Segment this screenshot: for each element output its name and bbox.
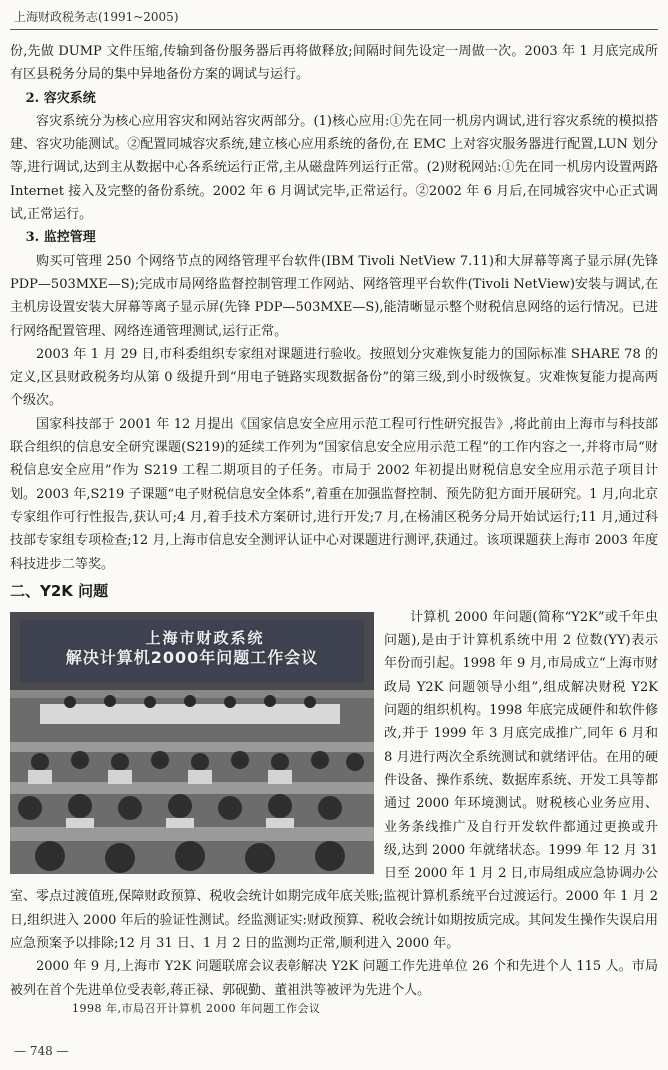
figure bbox=[10, 612, 374, 874]
paragraph: 购买可管理 250 个网络节点的网络管理平台软件(IBM Tivoli NetView 7.11)和大屏幕等离子显示屏(先锋 PDP—503MXE—S);完成市局网络监督控制管理工作网站、网络管理平台软件(Tivoli NetView)安装与调试,在主机房设置安装大屏幕等离子显示屏(先锋 PDP—503MXE—S),能清晰显示整个财税信息网络的运行情况。已进行网络配置管理、网络连通管理测试,运行正常。 bbox=[10, 253, 658, 339]
section-heading: 二、Y2K 问题 bbox=[10, 581, 109, 600]
paragraph-text: 计算机 2000 年问题(简称“Y2K”或千年虫问题),是由于计算机系统中用 2 位数(YY)表示年份而引起。1998 年 9 月,市局成立“上海市财政局 Y2K 问题领导小组”,组成解决财税 Y2K 问题的组织机构。1998 年底完成硬件和软件修改,并于 1999 年 3 月底完成推广,同年 6 月和 8 月进行两次全系统测试和就绪评估。在用的硬件设备、操作系统、数据库系统、开发工具等都通过 2000 年环境测试。财税核心业务应用、业务条线推广及自行开发软件都通过更换或升级,达到 2000 年就绪状态。1999 年 12 月 31 日至 2000 年 1 月 2 日,市局组成应急协调办公室、零点过渡值班,保障财政预算、税收会统计如期完成年底关账;监视计算机系统平台过渡运行。2000 年 1 月 2 日,组织进入 2000 年后的验证性测试。经监测证实:财政预算、税收会统计如期按质完成。其间发生操作失误启用应急预案予以排除;12 月 31 日、1 月 2 日的监测均正常,顺利进入 2000 年。 bbox=[10, 609, 658, 951]
running-head: 上海财政税务志(1991~2005) bbox=[14, 10, 179, 24]
paragraph: 国家科技部于 2001 年 12 月提出《国家信息安全应用示范工程可行性研究报告》,将此前由上海市与科技部联合组织的信息安全研究课题(S219)的延续工作列为“国家信息安全应用示范工程”的工作内容之一,并将市局“财税信息安全应用”作为 S219 工程二期项目的子任务。市局于 2002 年初提出财税信息安全应用示范子项目计划。2003 年,S219 子课题“电子财税信息安全体系”,着重在加强监督控制、预先防犯方面开展研究。1 月,向北京专家组作可行性报告,获认可;4 月,着手技术方案研讨,进行开发;7 月,在杨浦区税务分局开始试运行;11 月,通过科技部专家组专项检查;12 月,上海市信息安全测评认证中心对课题进行测评,获通过。该项课题获上海市 2003 年度科技进步二等奖。 bbox=[10, 416, 658, 572]
paragraph bbox=[10, 606, 658, 955]
banner bbox=[28, 628, 356, 668]
header-rule bbox=[10, 29, 658, 30]
banner-line-2: 解决计算机2000年问题工作会议 bbox=[65, 647, 319, 667]
body-text bbox=[10, 40, 658, 1002]
paragraph: 份,先做 DUMP 文件压缩,传输到备份服务器后再将做释放;间隔时间先设定一周做一次。2003 年 1 月底完成所有区县税务分局的集中异地备份方案的调试与运行。 bbox=[10, 44, 658, 83]
paragraph: 2000 年 9 月,上海市 Y2K 问题联席会议表彰解决 Y2K 问题工作先进单位 26 个和先进个人 115 人。市局被列在首个先进单位受表彰,蒋正禄、郭砚勤、董祖洪等被评为先进个人。 bbox=[10, 959, 658, 998]
figure-caption: 1998 年,市局召开计算机 2000 年问题工作会议 bbox=[72, 1002, 321, 1015]
paragraph: 2003 年 1 月 29 日,市科委组织专家组对课题进行验收。按照划分灾难恢复能力的国际标准 SHARE 78 的定义,区县财政税务均从第 0 级提升到“用电子链路实现数据备份”的第三级,到小时级恢复。灾难恢复能力提高两个级次。 bbox=[10, 346, 658, 409]
subsection-heading: 2. 容灾系统 bbox=[25, 90, 96, 106]
banner-line-1: 上海市财政系统 bbox=[145, 628, 265, 647]
subsection-heading: 3. 监控管理 bbox=[25, 230, 96, 246]
page-number: — 748 — bbox=[14, 1044, 69, 1058]
paragraph: 容灾系统分为核心应用容灾和网站容灾两部分。(1)核心应用:①先在同一机房内调试,进行容灾系统的模拟搭建、容灾功能测试。②配置同城容灾系统,建立核心应用系统的备份,在 EMC 上对容灾服务器进行配置,LUN 划分等,进行调试,达到主从数据中心各系统运行正常,主从磁盘阵列运行正常。(2)财税网站:①先在同一机房内设置两路 Internet 接入及完整的备份系统。2002 年 6 月调试完毕,正常运行。②2002 年 6 月后,在同城容灾中心正式调试,正常运行。 bbox=[10, 113, 658, 223]
